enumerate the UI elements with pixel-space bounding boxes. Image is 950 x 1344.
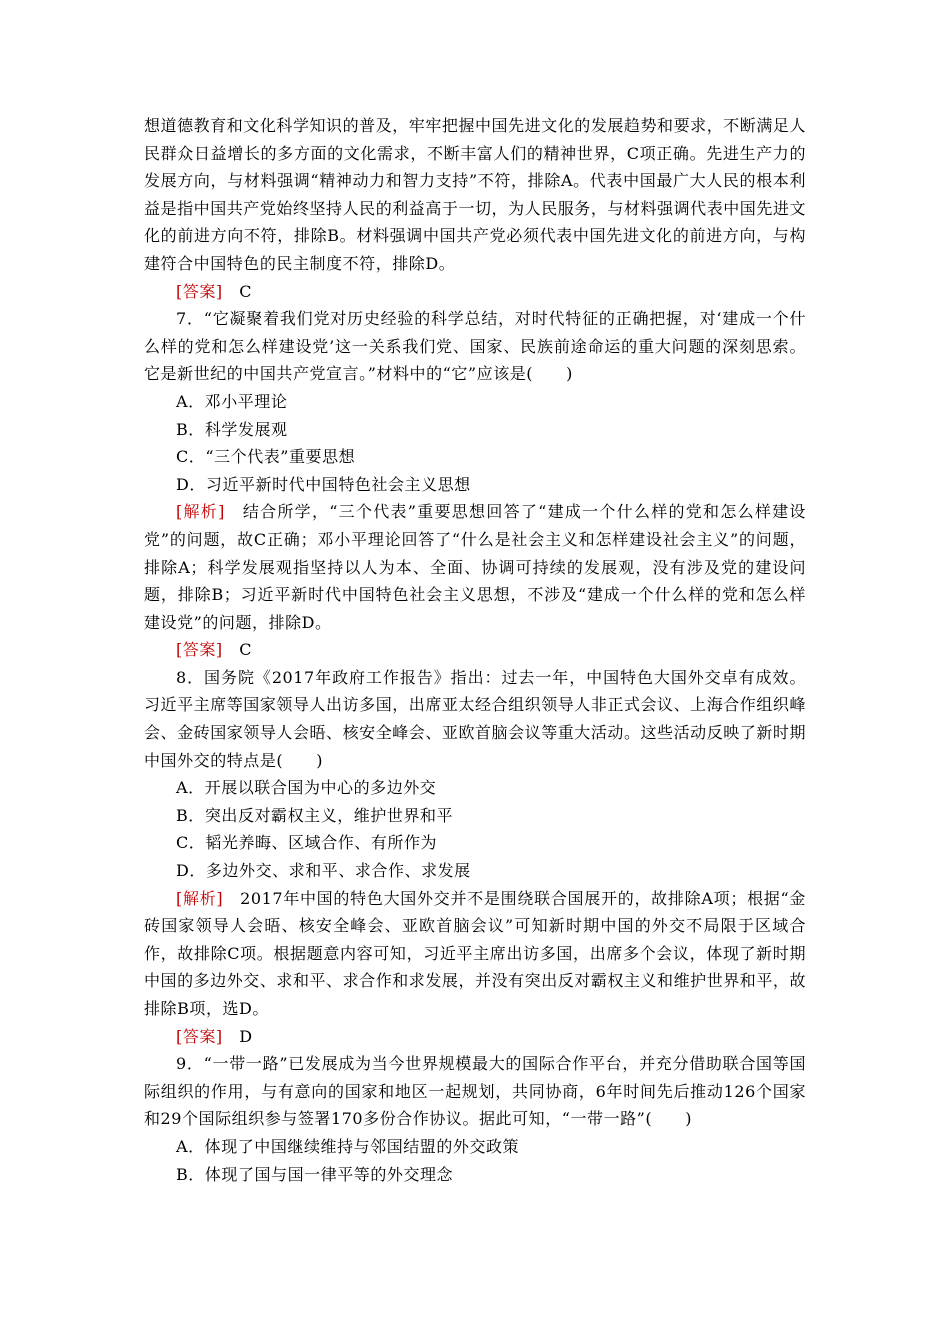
option-7a: A．邓小平理论 xyxy=(176,391,288,411)
option-7c: C．“三个代表”重要思想 xyxy=(176,447,356,467)
option-8d: D．多边外交、求和平、求合作、求发展 xyxy=(176,861,471,881)
answer-tag: [答案] xyxy=(176,1026,223,1046)
analysis-tag: [解析] xyxy=(176,502,225,522)
analysis-text: 结合所学，“三个代表”重要思想回答了“建成一个什么样的党和怎么样建设党”的问题，故C正确；邓小平理论回答了“什么是社会主义和怎样建设社会主义”的问题，排除A；科学发展观指坚持以人为本、全面、协调可持续的发展观，没有涉及党的建设问题，排除B；习近平新时代中国特色社会主义思想，不涉及“建成一个什么样的党和怎么样建设党”的问题，排除D。 xyxy=(144,502,806,632)
option-9b: B．体现了国与国一律平等的外交理念 xyxy=(176,1164,454,1184)
option-8a: A．开展以联合国为中心的多边外交 xyxy=(176,778,437,798)
analysis-7 xyxy=(144,498,806,636)
analysis-tag: [解析] xyxy=(176,888,224,908)
answer-line xyxy=(144,1023,806,1051)
option-7d: D．习近平新时代中国特色社会主义思想 xyxy=(176,474,471,494)
option-8c: C．韬光养晦、区域合作、有所作为 xyxy=(176,833,438,853)
option-8b: B．突出反对霸权主义，维护世界和平 xyxy=(176,805,454,825)
analysis-text: 2017年中国的特色大国外交并不是围绕联合国展开的，故排除A项；根据“金砖国家领导人会晤、核安全峰会、亚欧首脑会议”可知新时期中国的外交不局限于区域合作，故排除C项。根据题意内容可知，习近平主席出访多国，出席多个会议，体现了新时期中国的多边外交、求和平、求合作和求发展，并没有突出反对霸权主义和维护世界和平，故排除B项，选D。 xyxy=(144,888,807,1018)
answer-tag: [答案] xyxy=(176,281,223,301)
answer-value: D xyxy=(239,1026,253,1046)
answer-tag: [答案] xyxy=(176,640,223,660)
question-7: 7．“它凝聚着我们党对历史经验的科学总结，对时代特征的正确把握，对‘建成一个什么样的党和怎么样建设党’这一关系我们党、国家、民族前途命运的重大问题的深刻思索。它是新世纪的中国共产党宣言。”材料中的“它”应该是( ) xyxy=(144,309,806,384)
option-9a: A．体现了中国继续维持与邻国结盟的外交政策 xyxy=(176,1136,520,1156)
paragraph-continued: 想道德教育和文化科学知识的普及，牢牢把握中国先进文化的发展趋势和要求，不断满足人民群众日益增长的多方面的文化需求，不断丰富人们的精神世界，C项正确。先进生产力的发展方向，与材料强调“精神动力和智力支持”不符，排除A。代表中国最广大人民的根本利益是指中国共产党始终坚持人民的利益高于一切，为人民服务，与材料强调代表中国先进文化的前进方向不符，排除B。材料强调中国共产党必须代表中国先进文化的前进方向，与构建符合中国特色的民主制度不符，排除D。 xyxy=(144,116,807,273)
option-7b: B．科学发展观 xyxy=(176,419,288,439)
answer-line xyxy=(144,636,806,664)
answer-line xyxy=(144,278,806,306)
answer-value: C xyxy=(239,640,253,660)
analysis-8 xyxy=(144,885,806,1023)
question-9: 9．“一带一路”已发展成为当今世界规模最大的国际合作平台，并充分借助联合国等国际组织的作用，与有意向的国家和地区一起规划，共同协商，6年时间先后推动126个国家和29个国际组织参与签署170多份合作协议。据此可知，“一带一路”( ) xyxy=(144,1054,806,1129)
question-8: 8．国务院《2017年政府工作报告》指出：过去一年，中国特色大国外交卓有成效。习近平主席等国家领导人出访多国，出席亚太经合组织领导人非正式会议、上海合作组织峰会、金砖国家领导人会晤、核安全峰会、亚欧首脑会议等重大活动。这些活动反映了新时期中国外交的特点是( ) xyxy=(144,667,807,770)
answer-value: C xyxy=(239,281,253,301)
